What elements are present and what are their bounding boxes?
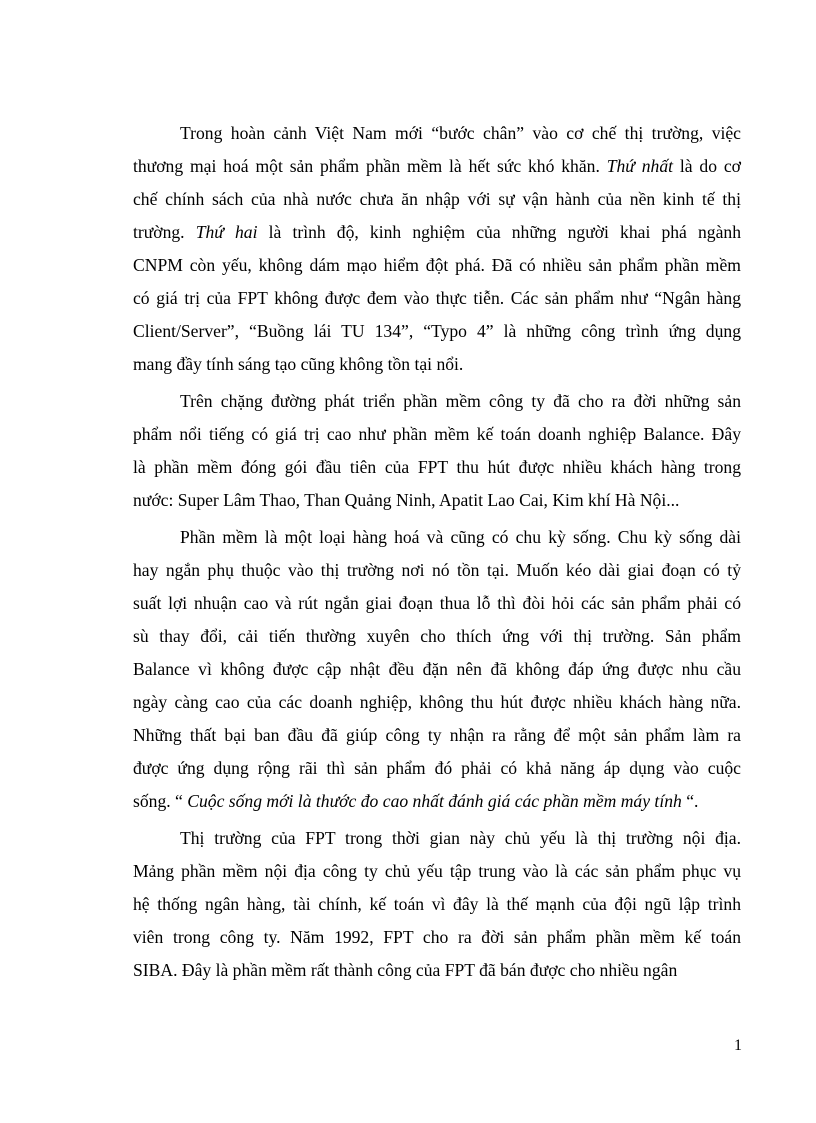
paragraph <box>133 117 741 381</box>
text-line: phẩm nổi tiếng có giá trị cao như phần mềm kế toán doanh nghiệp Balance. Đây <box>133 424 741 444</box>
text-line: Phần mềm là một loại hàng hoá và cũng có chu kỳ sống. Chu kỳ sống dài <box>180 527 741 547</box>
paragraph <box>133 385 741 517</box>
text-line: viên trong công ty. Năm 1992, FPT cho ra đời sản phẩm phần mềm kế toán <box>133 927 741 947</box>
text-line: chế chính sách của nhà nước chưa ăn nhập với sự vận hành của nền kinh tế thị <box>133 189 741 209</box>
text-line: sù thay đổi, cải tiến thường xuyên cho thích ứng với thị trường. Sản phẩm <box>133 626 741 646</box>
text-line: được ứng dụng rộng rãi thì sản phẩm đó phải có khả năng áp dụng vào cuộc <box>133 758 741 778</box>
text-line: SIBA. Đây là phần mềm rất thành công của FPT đã bán được cho nhiều ngân <box>133 960 678 980</box>
italic-emphasis: Thứ nhất <box>606 156 674 176</box>
text-line: Mảng phần mềm nội địa công ty chủ yếu tập trung vào là các sản phẩm phục vụ <box>133 861 741 881</box>
text-line: Những thất bại ban đầu đã giúp công ty nhận ra rằng để một sản phẩm làm ra <box>133 725 741 745</box>
text-line: hệ thống ngân hàng, tài chính, kế toán vì đây là thế mạnh của đội ngũ lập trình <box>133 894 741 914</box>
text-line: thương mại hoá một sản phẩm phần mềm là hết sức khó khăn. Thứ nhất là do cơ <box>133 156 741 176</box>
text-line: nước: Super Lâm Thao, Than Quảng Ninh, Apatit Lao Cai, Kim khí Hà Nội... <box>133 490 680 510</box>
text-line: Thị trường của FPT trong thời gian này chủ yếu là thị trường nội địa. <box>180 828 741 848</box>
text-line: CNPM còn yếu, không dám mạo hiểm đột phá. Đã có nhiều sản phẩm phần mềm <box>133 255 741 275</box>
text-line: có giá trị của FPT không được đem vào thực tiễn. Các sản phẩm như “Ngân hàng <box>133 288 741 308</box>
text-line: trường. Thứ hai là trình độ, kinh nghiệm của những người khai phá ngành <box>133 222 741 242</box>
body-text <box>133 117 741 987</box>
text-line: Trên chặng đường phát triển phần mềm công ty đã cho ra đời những sản <box>180 391 741 411</box>
text-line: sống. “ Cuộc sống mới là thước đo cao nhất đánh giá các phần mềm máy tính “. <box>133 791 699 811</box>
text-line: Balance vì không được cập nhật đều đặn nên đã không đáp ứng được nhu cầu <box>133 659 741 679</box>
page-number: 1 <box>734 1037 742 1054</box>
paragraph <box>133 521 741 818</box>
italic-emphasis: Thứ hai <box>195 222 258 242</box>
text-line: Client/Server”, “Buồng lái TU 134”, “Typo 4” là những công trình ứng dụng <box>133 321 741 341</box>
paragraph <box>133 822 741 987</box>
text-line: là phần mềm đóng gói đầu tiên của FPT thu hút được nhiều khách hàng trong <box>133 457 741 477</box>
text-line: hay ngắn phụ thuộc vào thị trường nơi nó tồn tại. Muốn kéo dài giai đoạn có tỷ <box>133 560 741 580</box>
text-line: suất lợi nhuận cao và rút ngắn giai đoạn thua lỗ thì đòi hỏi các sản phẩm phải có <box>133 593 741 613</box>
text-line: Trong hoàn cảnh Việt Nam mới “bước chân” vào cơ chế thị trường, việc <box>180 123 741 143</box>
text-line: mang đầy tính sáng tạo cũng không tồn tại nổi. <box>133 354 464 374</box>
text-line: ngày càng cao của các doanh nghiệp, không thu hút được nhiều khách hàng nữa. <box>133 692 741 712</box>
italic-emphasis: Cuộc sống mới là thước đo cao nhất đánh giá các phần mềm máy tính <box>187 791 682 811</box>
